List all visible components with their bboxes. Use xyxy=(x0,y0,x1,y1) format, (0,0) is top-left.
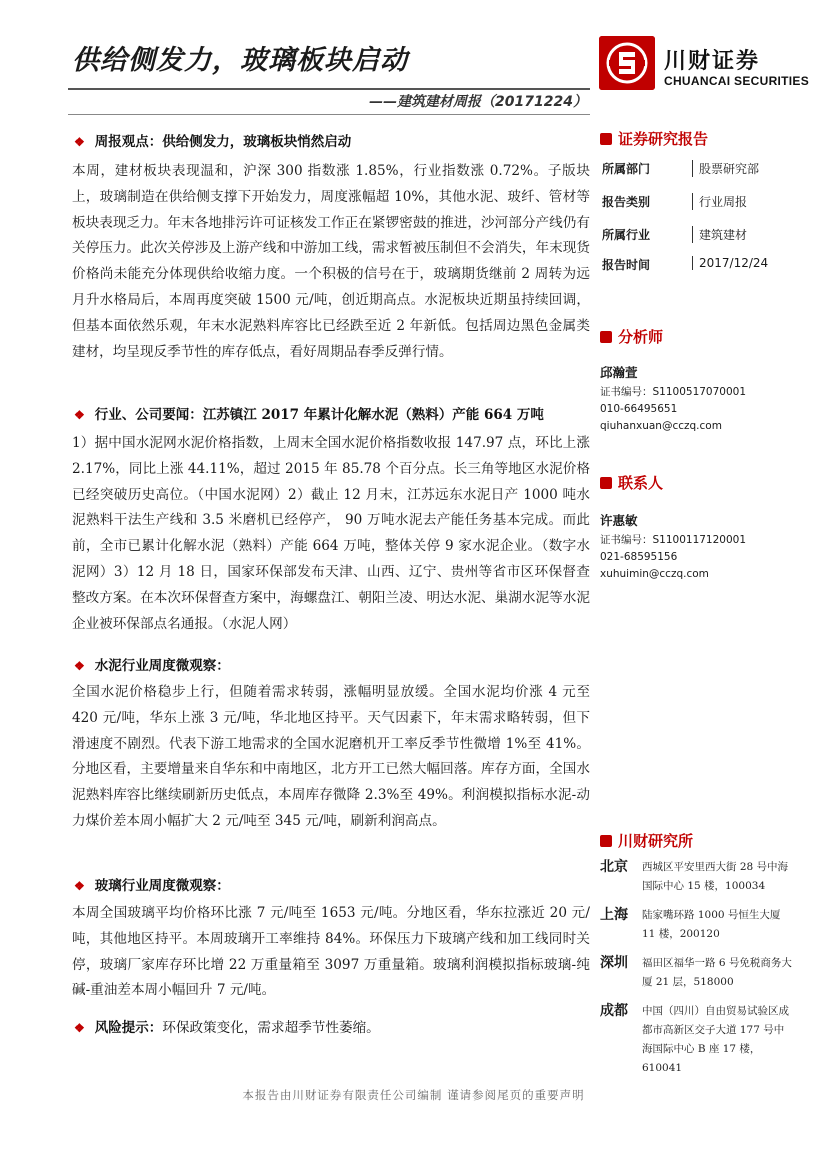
red-square-icon xyxy=(600,331,612,343)
contact-card xyxy=(600,511,790,583)
section-body-industry-news: 1）据中国水泥网水泥价格指数，上周末全国水泥价格指数收报 147.97 点，环比上涨 2.17%，同比上涨 44.11%，超过 2015 年 85.78 个百分点。长三角等地区水泥价格已经突破历史高位。（中国水泥网）2）截止 12 月末，江苏远东水泥日产 1000 吨水泥熟料干法生产线和 3.5 米磨机已经停产， 90 万吨水泥去产能任务基本完成。而此前，全市已累计化解水泥（熟料）产能 664 万吨，整体关停 9 家水泥企业。（数字水泥网）3）12 月 18 日，国家环保部发布天津、山西、辽宁、贵州等省市区环保督查整改方案。在本次环保督查方案中，海螺盘江、朝阳兰凌、明达水泥、巢湖水泥等水泥企业被环保部点名通报。（水泥人网） xyxy=(72,435,590,632)
analyst-email[interactable]: qiuhanxuan@cczq.com xyxy=(600,420,722,432)
sidebar-institute-heading: 川财研究所 xyxy=(600,830,790,851)
section-heading-glass: ❖ 玻璃行业周度微观察： xyxy=(74,878,230,894)
analyst-cert: 证书编号：S1100517070001 xyxy=(600,386,747,398)
chuancai-logo-icon xyxy=(599,36,655,90)
section-body-cement: 全国水泥价格稳步上行，但随着需求转弱，涨幅明显放缓。全国水泥均价涨 4 元至 420 元/吨，华东上涨 3 元/吨，华北地区持平。天气因素下，年末需求略转弱，但下滑速度不剧烈。代表下游工地需求的全国水泥磨机开工率反季节性微增 1%至 41%。分地区看，主要增量来自华东和中南地区，北方开工已然大幅回落。库存方面，全国水泥熟料库容比继续刷新历史低点，本周库存微降 2.3%至 49%。利润模拟指标水泥-动力煤价差本周小幅扩大 2 元/吨至 345 元/吨，刷新利润高点。 xyxy=(72,684,590,829)
analyst-card xyxy=(600,363,790,435)
office-city-chengdu: 成都 xyxy=(600,1003,628,1019)
subtitle-divider xyxy=(68,114,590,115)
analyst-name: 邱瀚萱 xyxy=(600,365,638,380)
contact-phone: 021-68595156 xyxy=(600,551,678,563)
brand-name-cn: 川财证券 xyxy=(664,49,761,74)
diamond-bullet-icon: ❖ xyxy=(74,659,85,673)
risk-text: 环保政策变化，需求超季节性萎缩。 xyxy=(162,1020,380,1036)
office-address-shenzhen: 福田区福华一路 6 号免税商务大厦 21 层，518000 xyxy=(642,957,792,988)
brand-name-en: CHUANCAI SECURITIES xyxy=(664,74,810,88)
sidebar-analyst-heading: 分析师 xyxy=(600,326,790,347)
sidebar-contact-heading: 联系人 xyxy=(600,472,790,493)
section-heading-industry-news: ❖ 行业、公司要闻：江苏镇江 2017 年累计化解水泥（熟料）产能 664 万吨 xyxy=(74,407,544,423)
red-square-icon xyxy=(600,133,612,145)
section-heading-weekly-view: ❖ 周报观点：供给侧发力，玻璃板块悄然启动 xyxy=(74,134,352,150)
office-list xyxy=(600,856,790,1086)
diamond-bullet-icon: ❖ xyxy=(74,408,85,422)
section-risk: ❖ 风险提示：环保政策变化，需求超季节性萎缩。 xyxy=(74,1020,380,1036)
contact-email[interactable]: xuhuimin@cczq.com xyxy=(600,568,709,580)
office-address-beijing: 西城区平安里西大街 28 号中海国际中心 15 楼，100034 xyxy=(642,861,789,892)
office-city-beijing: 北京 xyxy=(600,859,628,875)
contact-cert: 证书编号：S1100117120001 xyxy=(600,534,747,546)
office-address-shanghai: 陆家嘴环路 1000 号恒生大厦 11 楼，200120 xyxy=(642,909,781,940)
sidebar-report-heading: 证券研究报告 xyxy=(600,128,790,149)
red-square-icon xyxy=(600,835,612,847)
contact-name: 许惠敏 xyxy=(600,513,638,528)
report-title: 供给侧发力，玻璃板块启动 xyxy=(72,45,408,76)
office-city-shenzhen: 深圳 xyxy=(600,955,628,971)
diamond-bullet-icon: ❖ xyxy=(74,135,85,149)
diamond-bullet-icon: ❖ xyxy=(74,879,85,893)
report-subtitle: ——建筑建材周报（20171224） xyxy=(369,94,587,110)
diamond-bullet-icon: ❖ xyxy=(74,1021,85,1035)
analyst-phone: 010-66495651 xyxy=(600,403,678,415)
red-square-icon xyxy=(600,477,612,489)
report-info-table: 所属部门 股票研究部 报告类别 行业周报 所属行业 建筑建材 报告时间 2017/12/24 xyxy=(602,162,769,272)
section-body-weekly-view: 本周，建材板块表现温和，沪深 300 指数涨 1.85%，行业指数涨 0.72%。子版块上，玻璃制造在供给侧支撑下开始发力，周度涨幅超 10%，其他水泥、玻纤、管材等板块表现乏力。年末各地排污许可证核发工作正在紧锣密鼓的推进，沙河部分产线仍有关停压力。此次关停涉及上游产线和中游加工线，需求暂被压制但不会消失，年末现货价格尚未能充分体现供给收缩力度。一个积极的信号在于，玻璃期货继前 2 周转为远月升水格局后，本周再度突破 1500 元/吨，创近期高点。水泥板块近期虽持续回调，但基本面依然乐观，年末水泥熟料库容比已经跌至近 2 年新低。包括周边黑色金属类建材，均呈现反季节性的库存低点，看好周期品春季反弹行情。 xyxy=(72,163,590,360)
title-divider xyxy=(68,88,590,90)
section-body-glass: 本周全国玻璃平均价格环比涨 7 元/吨至 1653 元/吨。分地区看，华东拉涨近 20 元/吨，其他地区持平。本周玻璃开工率维持 84%。环保压力下玻璃产线和加工线同时关停，玻璃厂家库存环比增 22 万重量箱至 3097 万重量箱。玻璃利润模拟指标玻璃-纯碱-重油差本周小幅回升 7 元/吨。 xyxy=(72,905,590,999)
office-address-chengdu: 中国（四川）自由贸易试验区成都市高新区交子大道 177 号中海国际中心 B 座 17 楼，610041 xyxy=(642,1005,789,1074)
office-city-shanghai: 上海 xyxy=(600,907,628,923)
section-heading-cement: ❖ 水泥行业周度微观察： xyxy=(74,658,230,674)
footer-disclaimer: 本报告由川财证券有限责任公司编制 谨请参阅尾页的重要声明 xyxy=(242,1088,585,1102)
